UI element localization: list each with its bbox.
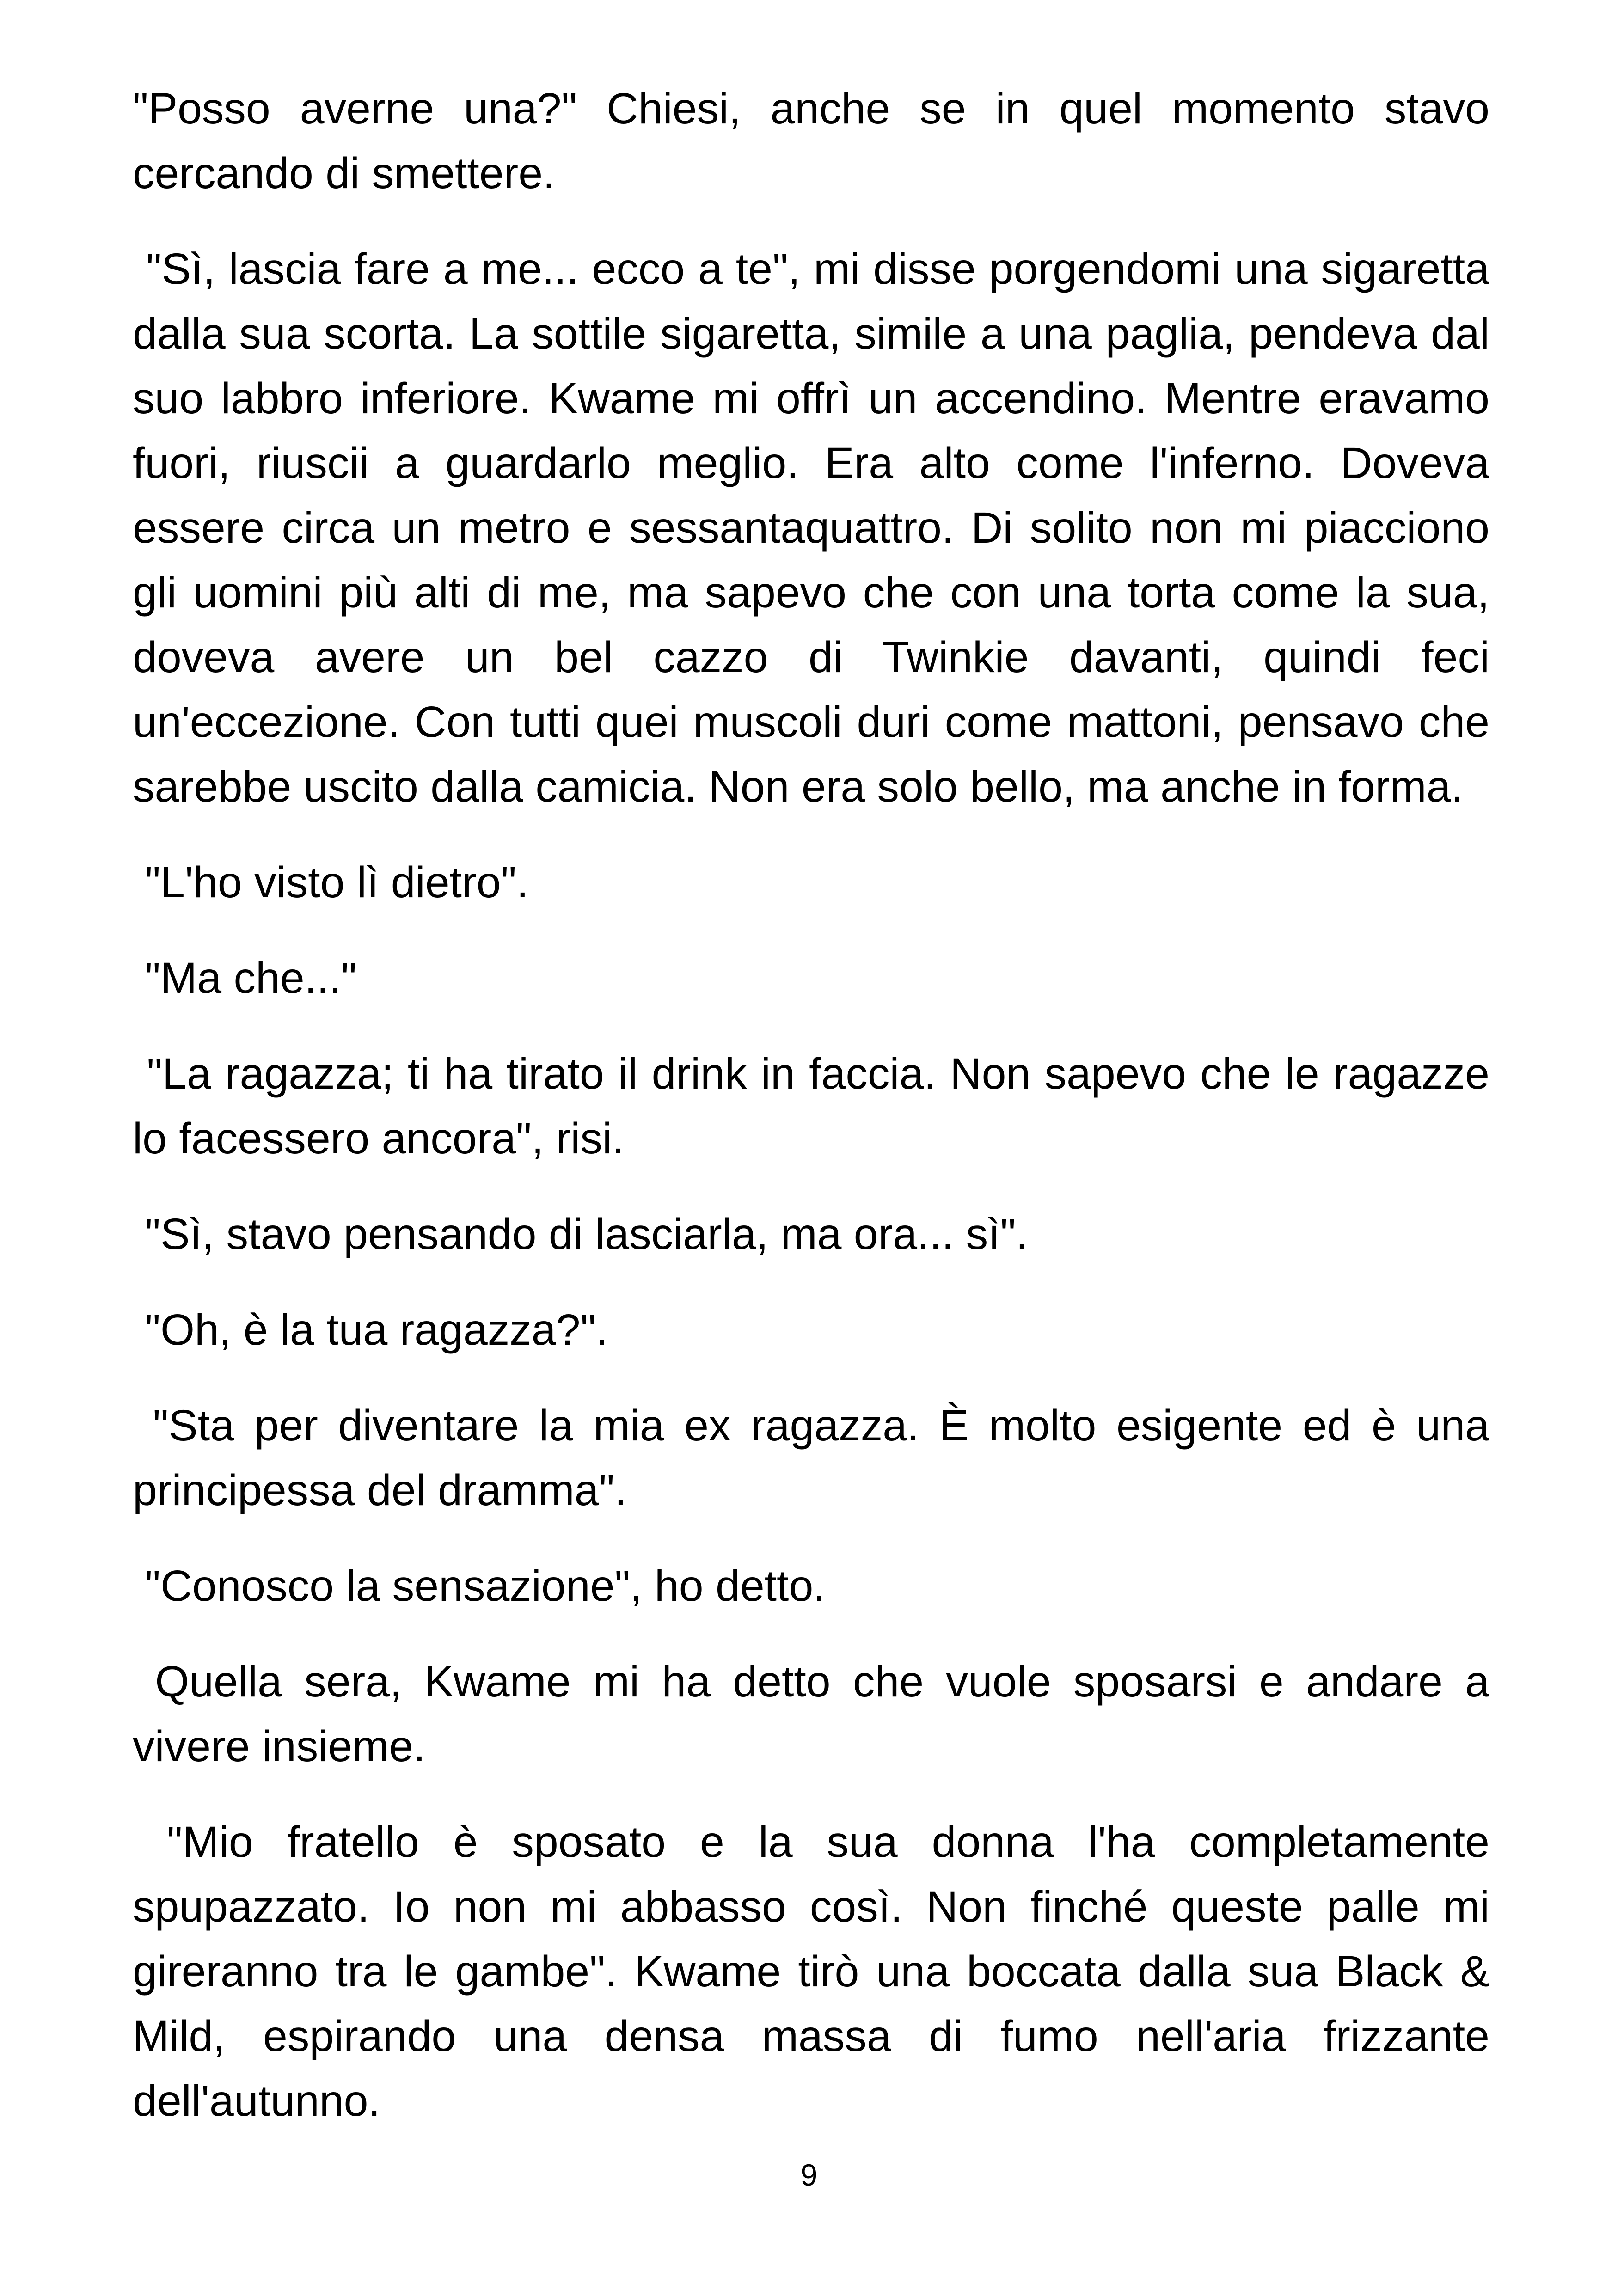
paragraph: "Mio fratello è sposato e la sua donna l'ha completamente spupazzato. Io non mi abbasso così. Non finché queste palle mi gireranno tra le gambe". Kwame tirò una boccata dalla sua Black & Mild, espirando una densa massa di fumo nell'aria frizzante dell'autunno. xyxy=(133,1818,1502,2125)
paragraph: "Sì, lascia fare a me... ecco a te", mi disse porgendomi una sigaretta dalla sua scorta. La sottile sigaretta, simile a una paglia, pendeva dal suo labbro inferiore. Kwame mi offrì un accendino. Mentre eravamo fuori, riuscii a guardarlo meglio. Era alto come l'inferno. Doveva essere circa un metro e sessantaquattro. Di solito non mi piacciono gli uomini più alti di me, ma sapevo che con una torta come la sua, doveva avere un bel cazzo di Twinkie davanti, quindi feci un'eccezione. Con tutti quei muscoli duri come mattoni, pensavo che sarebbe uscito dalla camicia. Non era solo bello, ma anche in forma. xyxy=(133,245,1502,811)
paragraph: "L'ho visto lì dietro". xyxy=(133,858,529,907)
paragraph: Quella sera, Kwame mi ha detto che vuole sposarsi e andare a vivere insieme. xyxy=(133,1657,1502,1771)
body-text xyxy=(133,76,1502,2164)
paragraph: "Oh, è la tua ragazza?". xyxy=(133,1305,608,1354)
paragraph: "Sta per diventare la mia ex ragazza. È molto esigente ed è una principessa del dramma". xyxy=(133,1401,1502,1515)
paragraph: "Ma che..." xyxy=(133,954,357,1003)
paragraph: "La ragazza; ti ha tirato il drink in faccia. Non sapevo che le ragazze lo facessero ancora", risi. xyxy=(133,1049,1502,1163)
paragraph: "Sì, stavo pensando di lasciarla, ma ora... sì". xyxy=(133,1210,1028,1259)
page-number: 9 xyxy=(800,2158,818,2192)
paragraph: "Posso averne una?" Chiesi, anche se in quel momento stavo cercando di smettere. xyxy=(133,84,1502,198)
paragraph: "Conosco la sensazione", ho detto. xyxy=(133,1561,826,1610)
